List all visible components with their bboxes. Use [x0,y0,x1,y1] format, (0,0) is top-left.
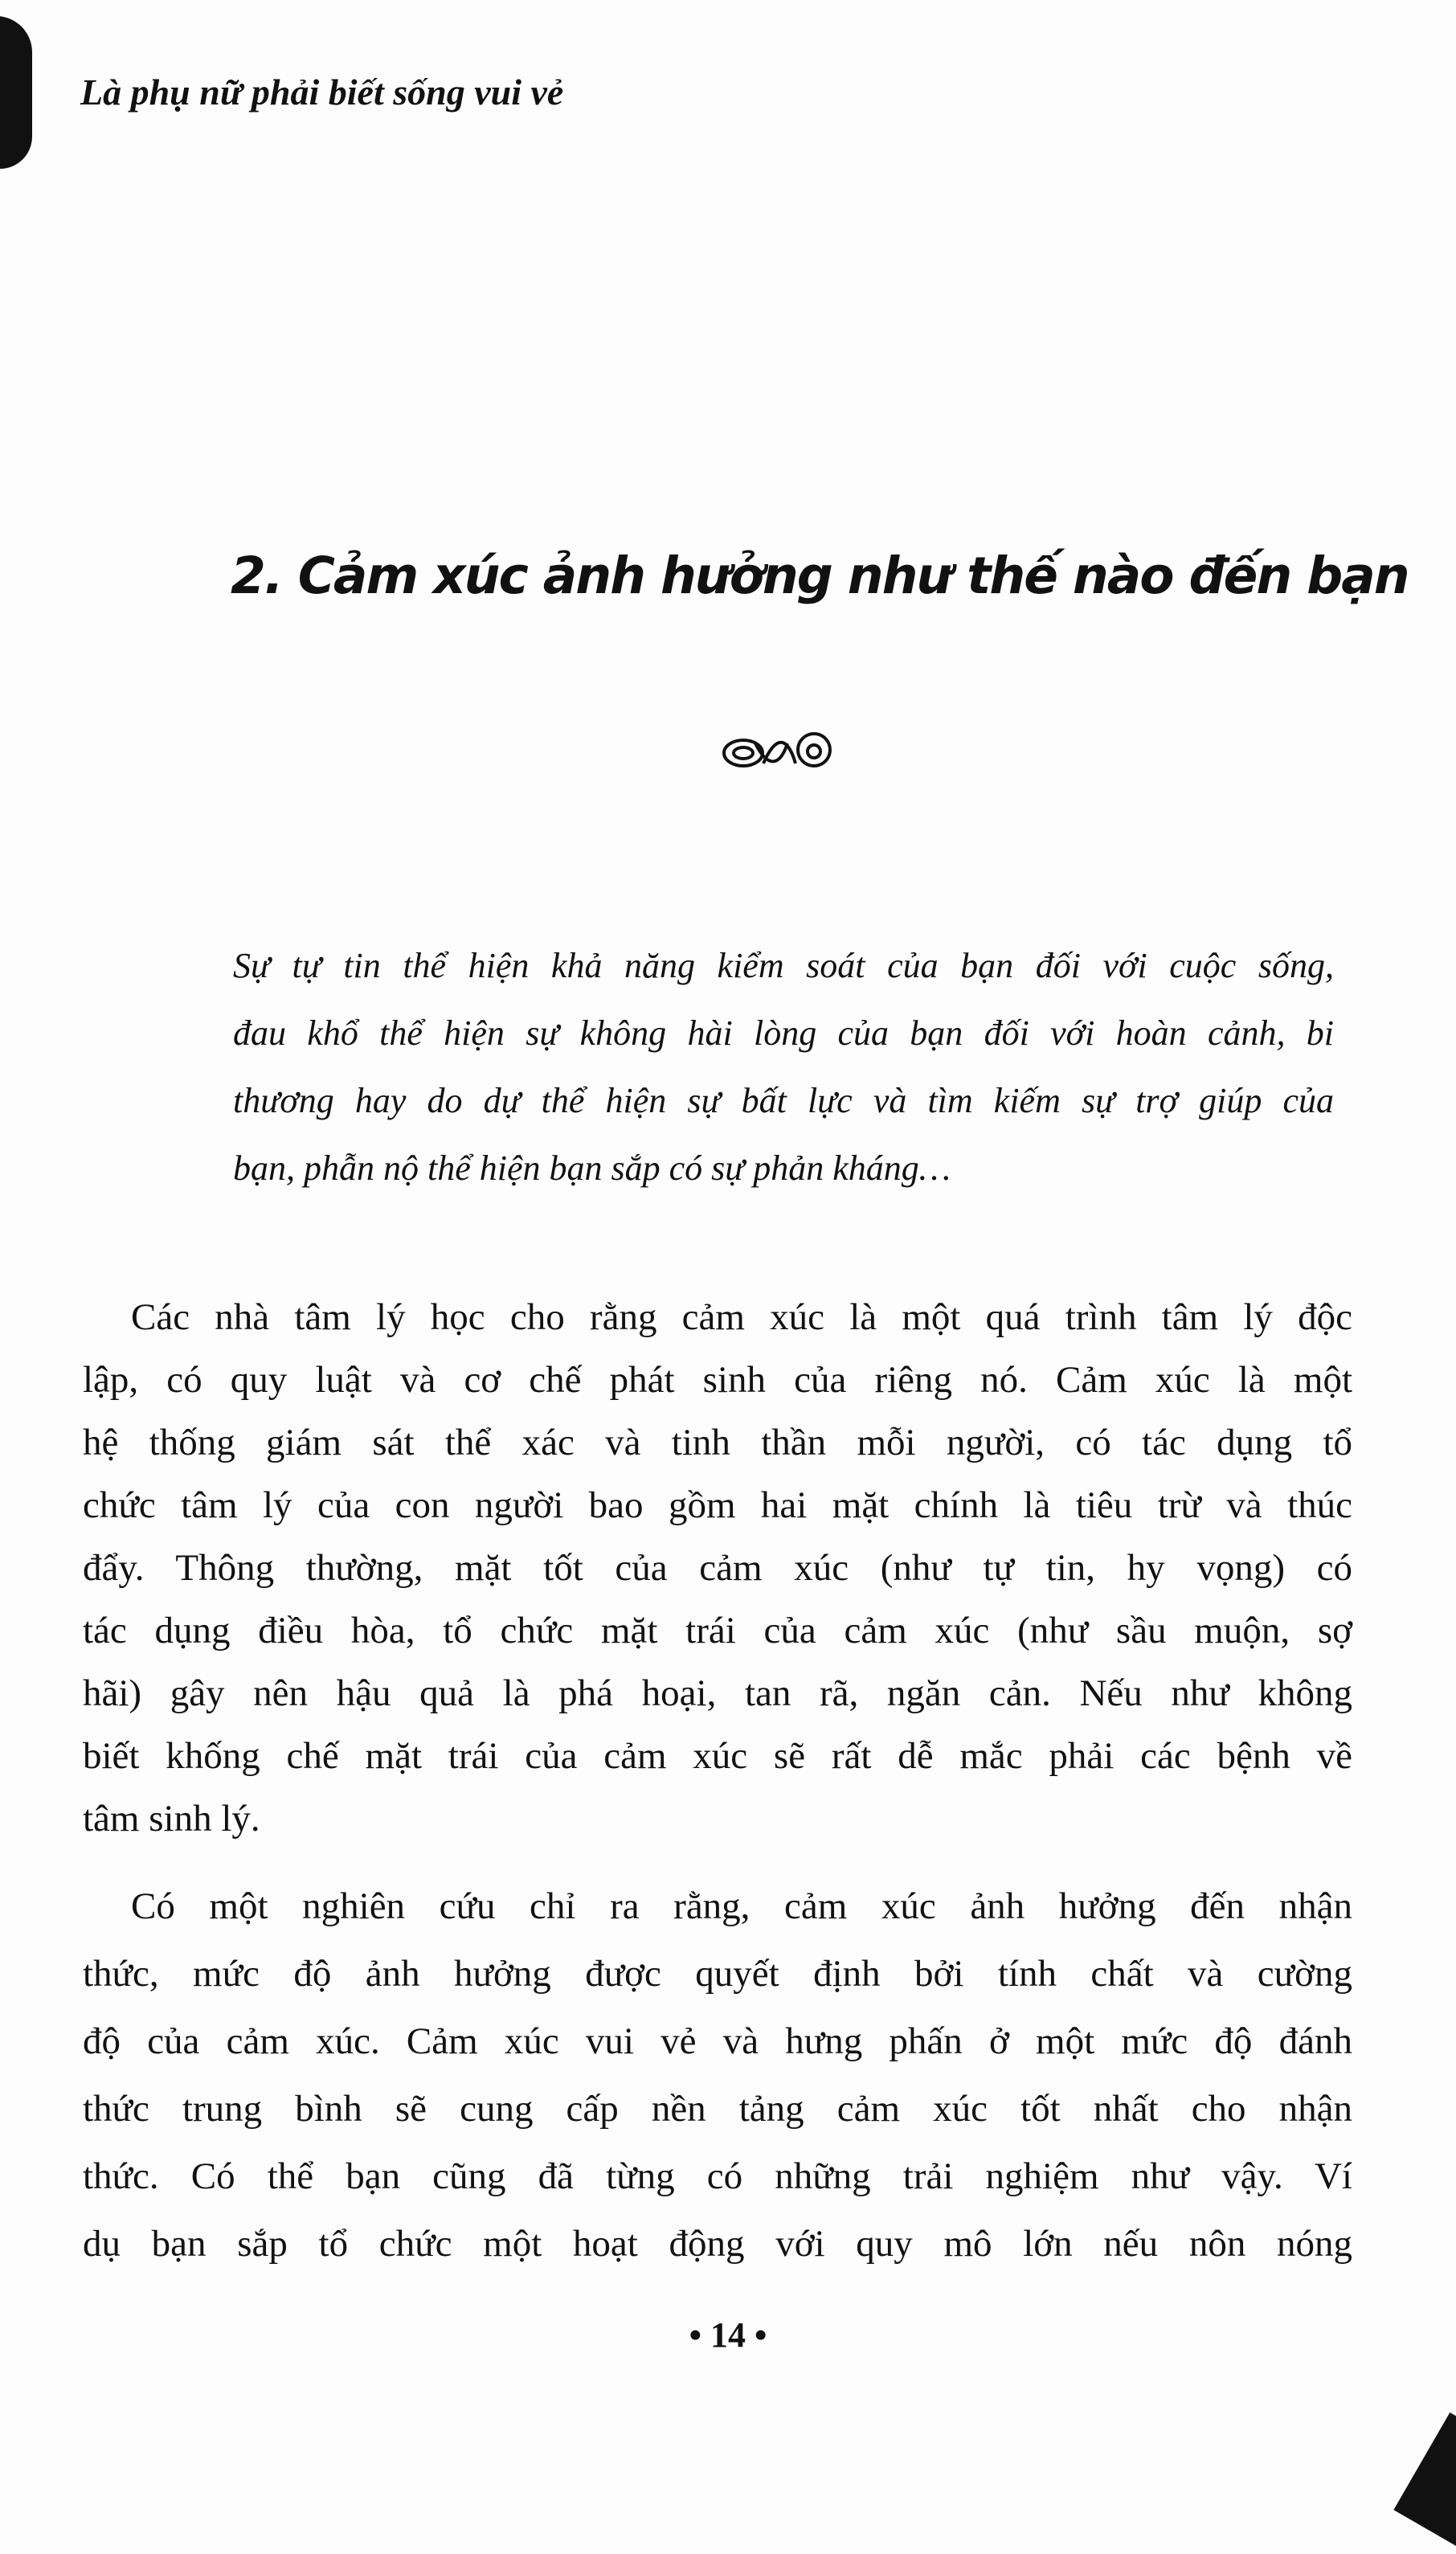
epigraph [233,932,1334,1202]
body-line: hãi) gây nên hậu quả là phá hoại, tan rã, ngăn cản. Nếu như không [83,1672,1352,1714]
body-line: độ của cảm xúc. Cảm xúc vui vẻ và hưng phấn ở một mức độ đánh [83,2020,1352,2062]
running-head: Là phụ nữ phải biết sống vui vẻ [80,72,564,113]
body-line: tâm sinh lý. [83,1798,260,1840]
section-title: 2. Cảm xúc ảnh hưởng như thế nào đến bạn [231,546,1409,605]
epigraph-line: đau khổ thể hiện sự không hài lòng của bạn đối với hoàn cảnh, bi [233,1013,1334,1053]
page-corner-shadow [1393,2413,1456,2554]
body-line: thức trung bình sẽ cung cấp nền tảng cảm xúc tốt nhất cho nhận [83,2088,1352,2130]
paragraph-1 [83,1286,1352,1850]
body-line: chức tâm lý của con người bao gồm hai mặt chính là tiêu trừ và thúc [83,1484,1352,1526]
body-line: lập, có quy luật và cơ chế phát sinh của riêng nó. Cảm xúc là một [83,1359,1352,1401]
page-number: • 14 • [689,2315,767,2355]
body-line: Các nhà tâm lý học cho rằng cảm xúc là một quá trình tâm lý độc [131,1296,1352,1338]
body-line: đẩy. Thông thường, mặt tốt của cảm xúc (như tự tin, hy vọng) có [83,1547,1352,1589]
body-line: hệ thống giám sát thể xác và tinh thần mỗi người, có tác dụng tổ [83,1422,1352,1463]
epigraph-line: Sự tự tin thể hiện khả năng kiểm soát của bạn đối với cuộc sống, [233,946,1334,985]
body-line: thức, mức độ ảnh hưởng được quyết định bởi tính chất và cường [83,1953,1352,1995]
paragraph-2 [83,1873,1352,2278]
epigraph-line: bạn, phẫn nộ thể hiện bạn sắp có sự phản kháng… [233,1148,951,1188]
body-line: biết khống chế mặt trái của cảm xúc sẽ rất dễ mắc phải các bệnh về [83,1735,1352,1777]
epigraph-line: thương hay do dự thể hiện sự bất lực và tìm kiếm sự trợ giúp của [233,1081,1334,1120]
body-line: dụ bạn sắp tổ chức một hoạt động với quy mô lớn nếu nôn nóng [83,2223,1352,2265]
silhouette-decoration [0,16,32,169]
body-line: Có một nghiên cứu chỉ ra rằng, cảm xúc ảnh hưởng đến nhận [131,1885,1352,1927]
ornament-icon [719,727,840,776]
body-line: thức. Có thể bạn cũng đã từng có những trải nghiệm như vậy. Ví [83,2155,1352,2197]
body-line: tác dụng điều hòa, tổ chức mặt trái của cảm xúc (như sầu muộn, sợ [83,1610,1352,1652]
